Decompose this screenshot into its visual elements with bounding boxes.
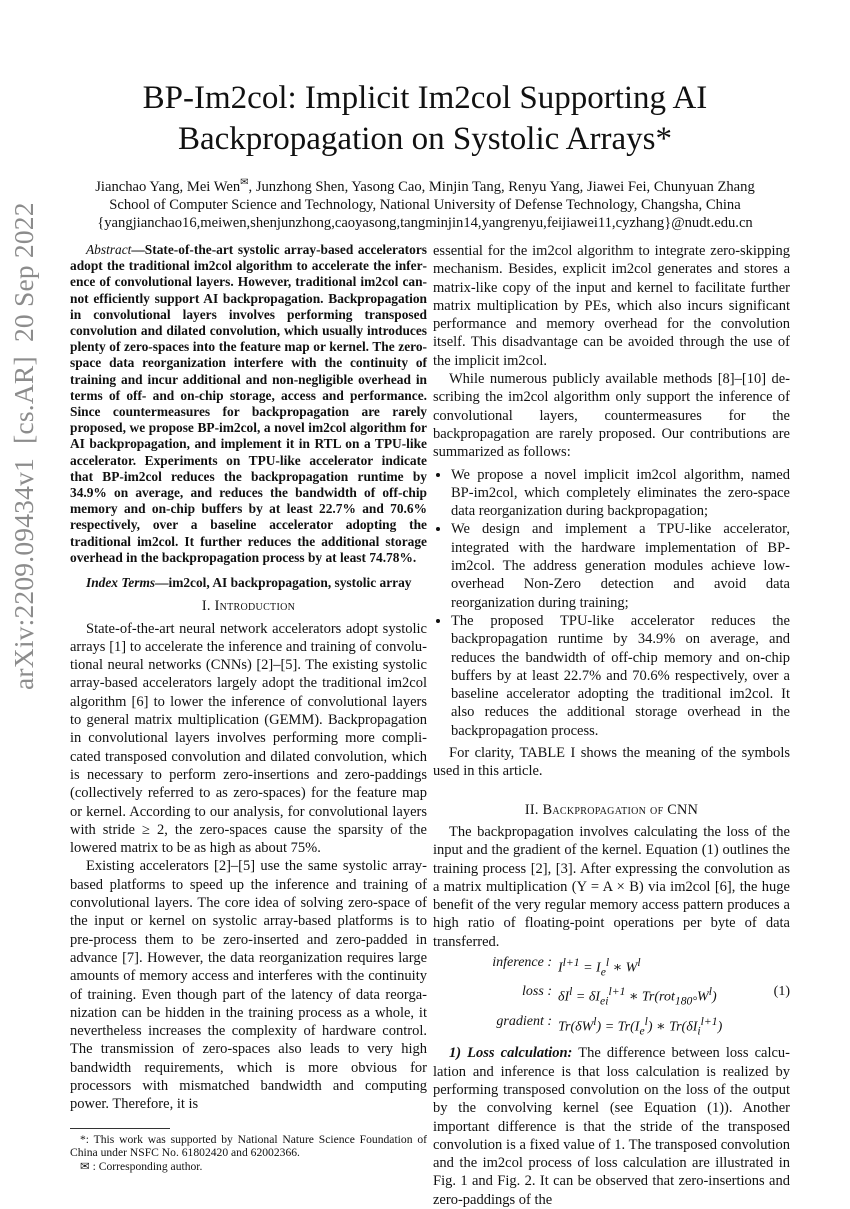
intro-paragraph-4: While numerous publicly available methods [8]–[10] describing the im2col algorithm only support the inference of convolutional layers, countermeasures for the backpropagation are rarely proposed. Our contributions are summarized as follows:: [433, 371, 790, 461]
authors-part-2: , Junzhong Shen, Yasong Cao, Minjin Tang, Renyu Yang, Jiawei Fei, Chunyuan Zhang: [248, 178, 755, 195]
eq-label-loss: loss :: [522, 984, 552, 1000]
section-heading-introduction: I. Introduction: [201, 598, 296, 615]
contribution-item: • We propose a novel implicit im2col algorithm, named BP-im2col, which completely eliminates the zero-space data reorganization during backpropagation;: [451, 466, 790, 521]
right-column: [433, 242, 790, 1209]
title-line-1: BP-Im2col: Implicit Im2col Supporting AI: [142, 80, 708, 116]
footnote-divider: [70, 1128, 170, 1129]
intro-closing: For clarity, TABLE I shows the meaning of the symbols used in this article.: [433, 745, 790, 780]
author-affiliation: School of Computer Science and Technology, National University of Defense Technology, Changsha, China: [109, 196, 741, 213]
contributions-list: [433, 466, 790, 740]
envelope-icon: ✉: [80, 1160, 90, 1174]
eq-label-inference: inference :: [492, 954, 552, 970]
abstract-label: Abstract: [86, 242, 132, 257]
footnotes: [70, 1133, 427, 1174]
intro-paragraph-2: Existing accelerators [2]–[5] use the same systolic array-based platforms to speed up the inference and training of convolutional layers. The core idea of solving zero-space of the input or kernel on systolic array-based platforms is to pre-process them to be zero-inserted and zero-padded in advance [7]. However, the data reorganization requires large amounts of memory access and interferes with the continuity of training. Even though part of the latency of data reorganization can be hidden in the training process as a whole, it nevertheless increases the complexity of hardware control. The transmission of zero-spaces also leads to very high bandwidth requirements, which is more obvious for processors with mismatched bandwidth and computing power. Therefore, it is: [70, 858, 427, 1113]
corresponding-author-footnote: [70, 1160, 427, 1174]
section-heading-backpropagation: II. Backpropagation of CNN: [524, 801, 699, 818]
equation-number: (1): [773, 984, 790, 1000]
abstract-text: —State-of-the-art systolic array-based accelerators adopt the traditional im2col algorithm to accelerate the inference of convolutional layers. However, traditional im2col cannot efficiently support AI backpropagation. Backpropagation in convolutional layers involves performing transposed convolution and dilated convolution, which usually introduces plenty of zero-spaces into the feature map or kernel. The zero-space data reorganization interfere with the continuity of training and incur additional and non-negligible overhead in terms of off- and on-chip storage, access and performance. Since countermeasures for backpropagation are rarely proposed, we propose BP-im2col, a novel im2col algorithm for AI backpropagation, and implement it in RTL on a TPU-like accelerator. Experiments on TPU-like accelerator indicate that BP-im2col reduces the backpropagation runtime by 34.9% on average, and reduces the bandwidth of off-chip memory and on-chip buffers by at least 22.7% and 70.6% respectively, over a baseline accelerator adopting the traditional im2col. It further reduces the additional storage overhead in the backpropagation process by at least 74.78%.: [70, 242, 427, 565]
loss-calculation-paragraph: [433, 1044, 790, 1209]
equation-1: [433, 953, 790, 1040]
eq-body-inference: $I^{l+1} = I_e^l$ ∗ $W^l$: [558, 955, 641, 979]
paper-title: [60, 78, 790, 160]
intro-paragraph-3: essential for the im2col algorithm to integrate zero-skipping mechanism. Besides, explicit im2col generates and stores a matrix-like copy of the input and kernel to facilitate further matrix multiplication by PEs, which also incurs significant performance and memory overhead for the convolution itself. This disadvantage can be avoided through the use of the implicit im2col.: [433, 243, 790, 369]
envelope-icon: ✉: [240, 177, 249, 188]
corresponding-text: : Corresponding author.: [89, 1160, 203, 1174]
author-names: [40, 174, 810, 196]
eq-body-gradient: $Tr(\delta W^l) = Tr(I_e^l)$ ∗ $Tr(\delta I_i^{l+1})$: [558, 1014, 723, 1038]
section2-intro: The backpropagation involves calculating the loss of the input and the gradient of the kernel. Equation (1) outlines the training process [2], [3]. After expressing the convolution as a matrix multiplication (Y = A × B) via im2col [6], the huge benefit of the very regular memory access pattern produces a high ratio of floating-point operations per byte of data transferred.: [433, 823, 790, 950]
authors-part-1: Jianchao Yang, Mei Wen: [95, 178, 241, 195]
eq-label-gradient: gradient :: [496, 1013, 552, 1029]
title-line-2: Backpropagation on Systolic Arrays*: [177, 121, 672, 157]
contribution-item: • We design and implement a TPU-like accelerator, integrated with the hardware implementation of BP-im2col. The address generation modules achieve low-overhead Non-Zero detection and avoid data reorganization during training;: [451, 520, 790, 611]
contribution-item: • The proposed TPU-like accelerator reduces the backpropagation runtime by 34.9% on average, and reduces the bandwidth of off-chip memory and on-chip buffers by at least 22.7% and 70.6% respectively, over a baseline accelerator adopting the traditional im2col. It also reduces the additional storage overhead in the backpropagation process.: [451, 612, 790, 740]
index-terms-text: —im2col, AI backpropagation, systolic array: [155, 575, 412, 591]
eq-body-loss: $\delta I^l = \delta I_{ei}^{l+1}$ ∗ $Tr(rot_{180^\circ}W^l)$: [558, 985, 717, 1008]
left-column: [70, 242, 427, 1174]
index-terms-label: Index Terms: [86, 575, 156, 591]
funding-footnote: *: This work was supported by National Nature Science Foundation of China under NSFC No. 61802420 and 62002366.: [70, 1132, 427, 1160]
abstract: [70, 242, 427, 566]
arxiv-identifier-stamp: arXiv:2209.09434v1 [cs.AR] 20 Sep 2022: [8, 202, 39, 690]
author-emails: {yangjianchao16,meiwen,shenjunzhong,caoyasong,tangminjin14,yangrenyu,feijiawei11,cyzhang}@nudt.edu.cn: [97, 214, 753, 231]
loss-calculation-text: The difference between loss calculation and inference is that loss calculation is realized by performing transposed convolution on the loss of the output by the convolving kernel (see Equation (1)). Another important difference is that the stride of the transposed convolution is a fixed value of 1. The transposed convolution and the im2col process of loss calculation are illustrated in Fig. 1 and Fig. 2. It can be observed that zero-insertions and zero-paddings of the: [433, 1045, 791, 1208]
author-block: [40, 174, 810, 232]
index-terms: [70, 575, 427, 591]
intro-paragraph-1: State-of-the-art neural network accelerators adopt systolic arrays [1] to accelerate the inference and training of convolutional neural networks (CNNs) [2]–[5]. The existing systolic array-based accelerators largely adopt the traditional im2col algorithm [6] to lower the inference of convolutional layers to general matrix multiplication (GEMM). Backpropagation in convolutional layers involves performing more complicated transposed convolution and dilated convolution, which is necessary to perform zero-insertions and zero-paddings (collectively referred to as zero-spaces) for the feature map or kernel. According to our analysis, for convolutional layers with stride ≥ 2, the zero-spaces cause the sparsity of the lowered matrix to be as high as about 75%.: [70, 620, 427, 857]
subsection-title-loss-calculation: 1) Loss calculation:: [449, 1045, 573, 1062]
